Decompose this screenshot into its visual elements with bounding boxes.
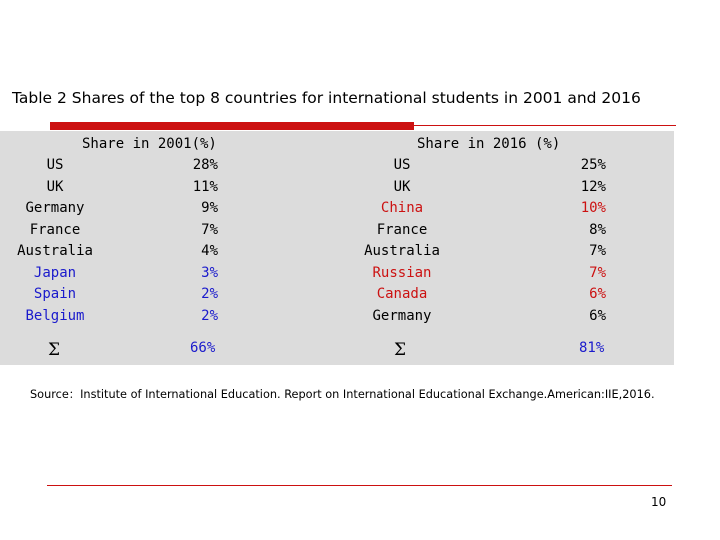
share-cell-2001: 28% xyxy=(192,157,218,173)
share-cell-2016: 7% xyxy=(589,243,606,259)
total-2016: 81% xyxy=(579,340,605,356)
country-cell-2016: Germany xyxy=(372,307,432,324)
share-cell-2016: 25% xyxy=(580,157,606,173)
share-cell-2016: 7% xyxy=(589,264,606,281)
country-cell-2001: UK xyxy=(46,178,64,195)
country-cell-2001: Belgium xyxy=(25,307,85,324)
country-cell-2001: France xyxy=(29,221,81,238)
country-cell-2016: UK xyxy=(393,178,411,195)
country-cell-2016: Australia xyxy=(364,243,440,259)
country-cell-2016: France xyxy=(376,221,428,238)
source-citation: Source：Institute of International Education. Report on International Educational Exchange.American:IIE,2016. xyxy=(30,388,655,401)
header-share-2001: Share in 2001(%) xyxy=(82,136,217,152)
share-cell-2016: 10% xyxy=(580,200,606,216)
country-cell-2001: Japan xyxy=(33,264,77,281)
share-cell-2016: 8% xyxy=(589,221,606,238)
share-cell-2016: 12% xyxy=(580,178,606,195)
table-title: Table 2 Shares of the top 8 countries for international students in 2001 and 2016 xyxy=(12,89,641,107)
share-cell-2001: 2% xyxy=(201,286,218,302)
share-cell-2001: 2% xyxy=(201,307,218,324)
share-column-2001 xyxy=(150,155,218,327)
share-cell-2001: 11% xyxy=(192,178,218,195)
country-cell-2016: China xyxy=(380,200,424,216)
footer-divider xyxy=(47,485,672,486)
share-column-2016 xyxy=(540,155,606,327)
country-cell-2001: US xyxy=(46,157,64,173)
country-column-2001 xyxy=(0,155,110,327)
share-cell-2016: 6% xyxy=(589,307,606,324)
country-cell-2016: Canada xyxy=(376,286,428,302)
share-cell-2001: 3% xyxy=(201,264,218,281)
share-cell-2001: 4% xyxy=(201,243,218,259)
sum-symbol-2016: Σ xyxy=(394,340,407,360)
sum-symbol-2001: Σ xyxy=(48,340,61,360)
share-cell-2001: 7% xyxy=(201,221,218,238)
share-cell-2001: 9% xyxy=(201,200,218,216)
country-cell-2001: Germany xyxy=(25,200,85,216)
title-underline-thin xyxy=(414,125,676,126)
header-share-2016: Share in 2016 (%) xyxy=(417,136,561,152)
country-cell-2001: Australia xyxy=(17,243,93,259)
country-cell-2016: Russian xyxy=(372,264,432,281)
share-cell-2016: 6% xyxy=(589,286,606,302)
title-underline-thick xyxy=(50,122,414,130)
total-2001: 66% xyxy=(190,340,216,356)
country-cell-2016: US xyxy=(393,157,411,173)
country-cell-2001: Spain xyxy=(33,286,77,302)
page-number: 10 xyxy=(651,495,667,509)
country-column-2016 xyxy=(340,155,464,327)
